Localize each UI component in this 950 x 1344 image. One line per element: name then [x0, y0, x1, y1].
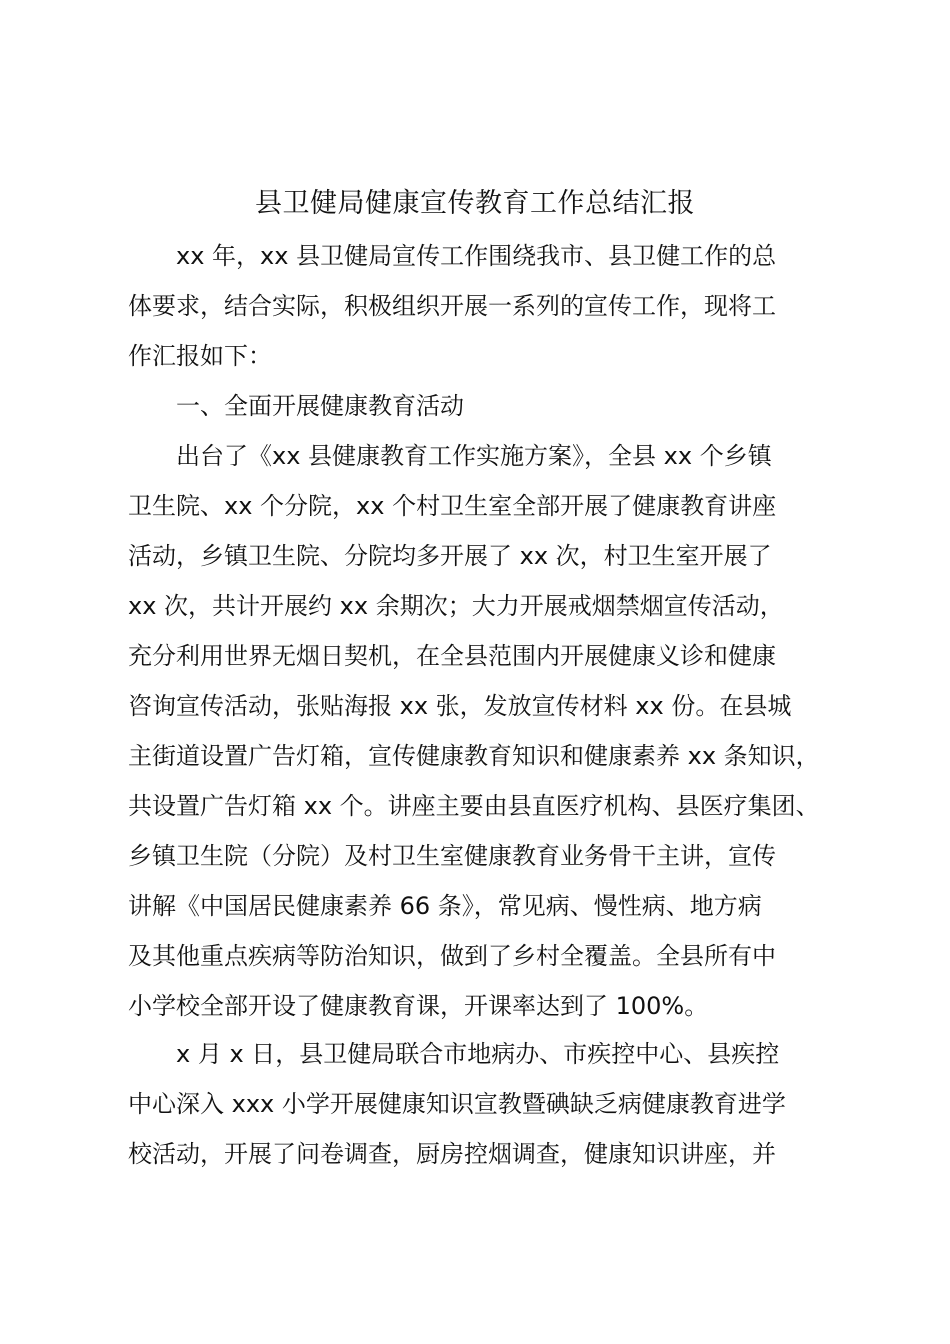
paragraph-line: xx 次，共计开展约 xx 余期次；大力开展戒烟禁烟宣传活动， — [128, 592, 784, 620]
paragraph-line: 校活动，开展了问卷调查，厨房控烟调查，健康知识讲座，并 — [128, 1140, 776, 1168]
paragraph-line: 讲解《中国居民健康素养 66 条》，常见病、慢性病、地方病 — [128, 892, 762, 920]
paragraph-line: 体要求，结合实际，积极组织开展一系列的宣传工作，现将工 — [128, 292, 776, 320]
document-title: 县卫健局健康宣传教育工作总结汇报 — [255, 188, 695, 219]
paragraph-line: 共设置广告灯箱 xx 个。讲座主要由县直医疗机构、县医疗集团、 — [128, 792, 820, 820]
paragraph-line: 及其他重点疾病等防治知识，做到了乡村全覆盖。全县所有中 — [128, 942, 776, 970]
paragraph-line: 主街道设置广告灯箱，宣传健康教育知识和健康素养 xx 条知识， — [128, 742, 820, 770]
paragraph-line: 咨询宣传活动，张贴海报 xx 张，发放宣传材料 xx 份。在县城 — [128, 692, 792, 720]
paragraph-line: 充分利用世界无烟日契机，在全县范围内开展健康义诊和健康 — [128, 642, 776, 670]
paragraph-line: x 月 x 日，县卫健局联合市地病办、市疾控中心、县疾控 — [176, 1040, 780, 1068]
paragraph-line: xx 年，xx 县卫健局宣传工作围绕我市、县卫健工作的总 — [176, 242, 777, 270]
section-heading: 一、全面开展健康教育活动 — [176, 392, 464, 420]
paragraph-line: 出台了《xx 县健康教育工作实施方案》，全县 xx 个乡镇 — [176, 442, 772, 470]
paragraph-line: 乡镇卫生院（分院）及村卫生室健康教育业务骨干主讲，宣传 — [128, 842, 776, 870]
paragraph-line: 活动，乡镇卫生院、分院均多开展了 xx 次，村卫生室开展了 — [128, 542, 772, 570]
paragraph-line: 中心深入 xxx 小学开展健康知识宣教暨碘缺乏病健康教育进学 — [128, 1090, 786, 1118]
paragraph-line: 小学校全部开设了健康教育课，开课率达到了 100%。 — [128, 992, 709, 1020]
paragraph-line: 卫生院、xx 个分院，xx 个村卫生室全部开展了健康教育讲座 — [128, 492, 777, 520]
paragraph-line: 作汇报如下： — [128, 342, 272, 370]
